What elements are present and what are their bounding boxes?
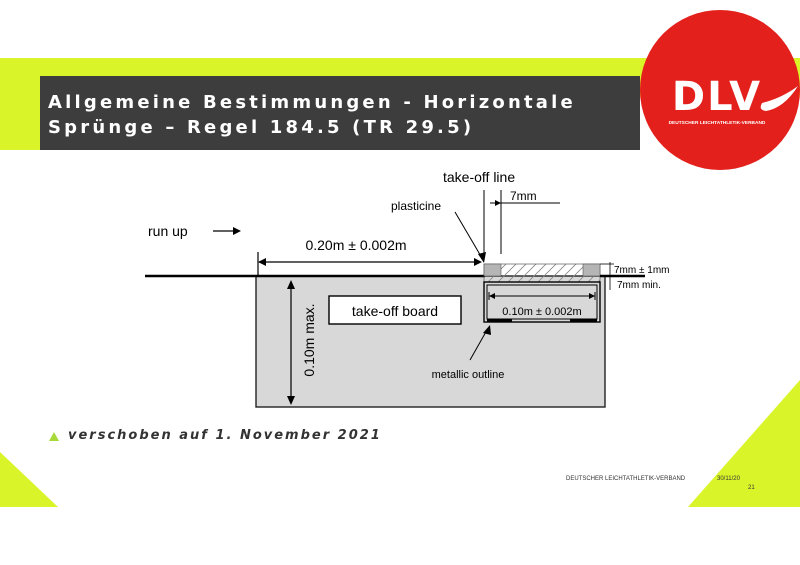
- footer-date: 30/11/20: [717, 476, 740, 482]
- page-number: 21: [748, 485, 755, 491]
- metallic-outline-label: metallic outline: [431, 369, 505, 381]
- plasticine-block-right: [583, 264, 600, 276]
- dlv-logo: [640, 10, 800, 170]
- logo-letters: DLV: [671, 74, 763, 120]
- dim-020-arrow-right: [474, 258, 482, 266]
- width-7mm-label: 7mm: [510, 189, 537, 203]
- footer-org: DEUTSCHER LEICHTATHLETIK-VERBAND: [566, 476, 686, 482]
- plasticine-pointer-line: [455, 212, 482, 258]
- plasticine-hatched: [484, 264, 600, 282]
- runup-arrow-icon: [233, 227, 241, 235]
- depth-label: 0.10m max.: [301, 303, 317, 377]
- runup-label: run up: [148, 223, 188, 239]
- takeoff-line-label: take-off line: [443, 169, 516, 185]
- height-7mm-label: 7mm ± 1mm: [614, 265, 670, 276]
- insert-width-label: 0.10m ± 0.002m: [502, 306, 582, 318]
- min-7mm-label: 7mm min.: [617, 280, 661, 291]
- dim-020-label: 0.20m ± 0.002m: [305, 237, 407, 253]
- dim-7mm-arrow: [495, 200, 501, 206]
- takeoff-diagram: [145, 169, 670, 407]
- plasticine-block-left: [484, 264, 501, 276]
- logo-subtitle: DEUTSCHER LEICHTATHLETIK-VERBAND: [668, 121, 766, 126]
- slide-title-line1: Allgemeine Bestimmungen - Horizontale: [48, 92, 576, 113]
- bullet-text: verschoben auf 1. November 2021: [68, 428, 382, 443]
- bullet-triangle-icon: [49, 432, 59, 441]
- takeoff-board-label: take-off board: [351, 303, 439, 319]
- lime-corner-bottom-left: [0, 452, 58, 507]
- lime-corner-bottom-right: [688, 380, 800, 507]
- slide-title-line2: Sprünge – Regel 184.5 (TR 29.5): [48, 117, 475, 138]
- lime-band-left: [0, 58, 42, 150]
- dim-020-arrow-left: [258, 258, 266, 266]
- title-bar: [40, 76, 640, 150]
- plasticine-label: plasticine: [391, 199, 442, 213]
